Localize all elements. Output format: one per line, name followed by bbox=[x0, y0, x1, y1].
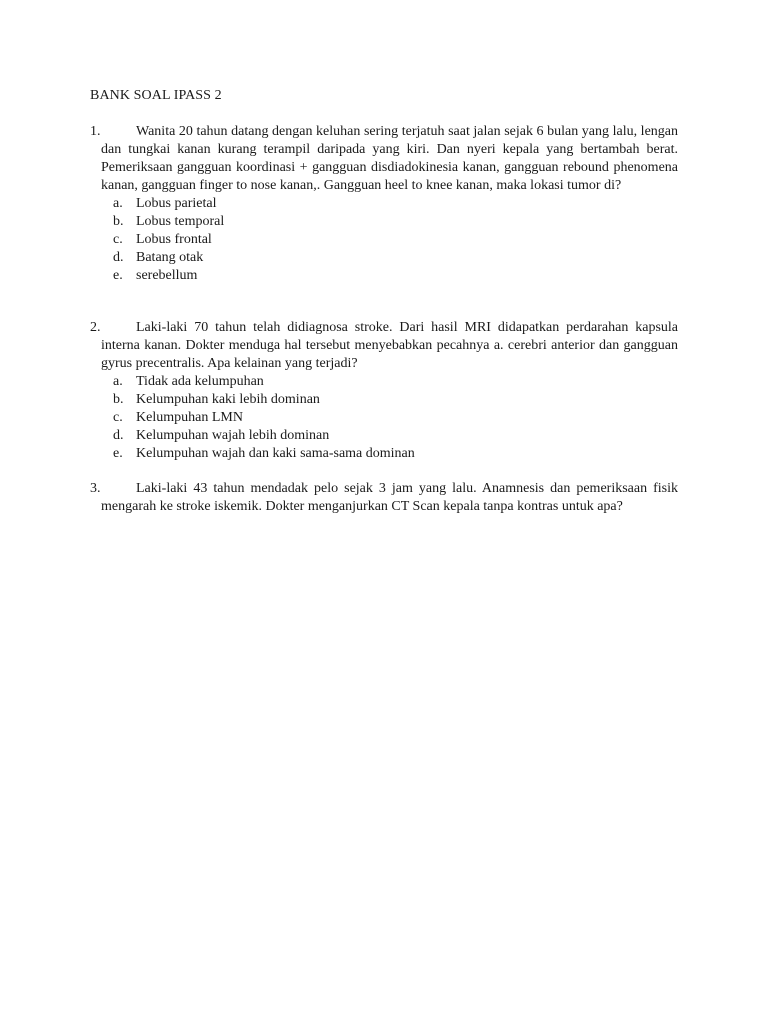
option-text: Kelumpuhan LMN bbox=[136, 410, 243, 425]
option-text: serebellum bbox=[136, 268, 198, 283]
option-letter: e. bbox=[113, 446, 123, 461]
option-letter: d. bbox=[113, 428, 124, 443]
option-letter: a. bbox=[113, 374, 123, 389]
option-text: Kelumpuhan kaki lebih dominan bbox=[136, 392, 320, 407]
option-letter: a. bbox=[113, 196, 123, 211]
answer-option bbox=[113, 195, 678, 213]
answer-option bbox=[113, 249, 678, 267]
option-letter: c. bbox=[113, 410, 123, 425]
answer-options bbox=[113, 373, 678, 463]
answer-option bbox=[113, 373, 678, 391]
option-letter: d. bbox=[113, 250, 124, 265]
option-text: Batang otak bbox=[136, 250, 204, 265]
answer-options bbox=[113, 195, 678, 285]
option-letter: c. bbox=[113, 232, 123, 247]
question-1 bbox=[90, 123, 678, 285]
answer-option bbox=[113, 391, 678, 409]
question-text: Laki-laki 70 tahun telah didiagnosa stroke. Dari hasil MRI didapatkan perdarahan kapsula interna kanan. Dokter menduga hal tersebut menyebabkan pecahnya a. cerebri anterior dan gangguan gyrus precentralis. Apa kelainan yang terjadi? bbox=[101, 320, 678, 371]
answer-option bbox=[113, 267, 678, 285]
option-text: Lobus frontal bbox=[136, 232, 212, 247]
option-text: Lobus parietal bbox=[136, 196, 217, 211]
answer-option bbox=[113, 409, 678, 427]
document-title: BANK SOAL IPASS 2 bbox=[90, 88, 222, 103]
question-text: Laki-laki 43 tahun mendadak pelo sejak 3 jam yang lalu. Anamnesis dan pemeriksaan fisik mengarah ke stroke iskemik. Dokter menganjurkan CT Scan kepala tanpa kontras untuk apa? bbox=[101, 481, 678, 514]
option-text: Kelumpuhan wajah dan kaki sama-sama dominan bbox=[136, 446, 415, 461]
answer-option bbox=[113, 231, 678, 249]
question-2 bbox=[90, 319, 678, 463]
option-letter: b. bbox=[113, 392, 124, 407]
question-text: Wanita 20 tahun datang dengan keluhan sering terjatuh saat jalan sejak 6 bulan yang lalu, lengan dan tungkai kanan kurang terampil daripada yang kiri. Dan nyeri kepala yang bertambah berat. Pemeriksaan gangguan koordinasi + gangguan disdiadokinesia kanan, gangguan rebound phenomena kanan, gangguan finger to nose kanan,. Gangguan heel to knee kanan, maka lokasi tumor di? bbox=[101, 124, 678, 193]
question-number: 1. bbox=[90, 124, 101, 139]
question-number: 3. bbox=[90, 481, 101, 496]
option-text: Kelumpuhan wajah lebih dominan bbox=[136, 428, 330, 443]
answer-option bbox=[113, 213, 678, 231]
option-text: Lobus temporal bbox=[136, 214, 225, 229]
question-3 bbox=[90, 480, 678, 516]
answer-option bbox=[113, 427, 678, 445]
question-number: 2. bbox=[90, 320, 101, 335]
option-letter: e. bbox=[113, 268, 123, 283]
option-letter: b. bbox=[113, 214, 124, 229]
option-text: Tidak ada kelumpuhan bbox=[136, 374, 264, 389]
answer-option bbox=[113, 445, 678, 463]
